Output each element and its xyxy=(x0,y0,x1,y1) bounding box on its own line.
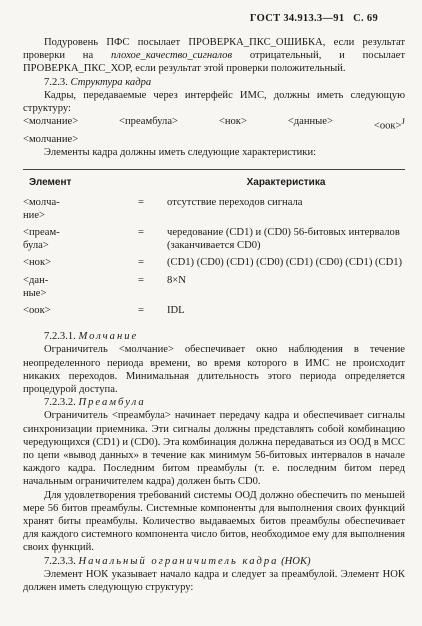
page-number: С. 69 xyxy=(353,13,378,24)
table-cell-element: <преам- була> xyxy=(23,226,60,252)
frame-code: <преамбула> xyxy=(119,116,178,128)
frame-code: <данные> xyxy=(287,116,333,128)
frame-code: <молчание> xyxy=(23,116,79,128)
italic-term: плохое_качество_сигналов xyxy=(110,50,233,62)
section-text-7-2-3: Кадры, передаваемые через интерфейс ИМС, должны иметь следующую структуру: xyxy=(23,89,405,115)
frame-code: <оок>$^J$ xyxy=(373,116,405,132)
table-cell-eq: = xyxy=(138,226,144,238)
table-cell-desc: 8×N xyxy=(167,274,186,286)
table-cell-desc: IDL xyxy=(167,304,185,316)
section-text-7-2-3-3: Элемент НОК указывает начало кадра и следует за преамбулой. Элемент НОК должен иметь следующую структуру: xyxy=(23,568,405,594)
section-heading-7-2-3: 7.2.3. Структура кадра xyxy=(44,76,152,88)
section-heading-7-2-3-3: 7.2.3.3. Начальный ограничитель кадра (НОК) xyxy=(44,555,311,567)
table-cell-desc: чередование (CD1) и (CD0) 56-битовых интервалов (заканчивается CD0) xyxy=(167,226,400,252)
section-text-7-2-3-1: Ограничитель <молчание> обеспечивает окно наблюдения в течение неопределенного периода времени, во время которого в ИМС не происходит никаких переходов. Минимальная длительность этого периода определяется процедурой доступа. xyxy=(23,344,405,395)
frame-code: <нок> xyxy=(218,116,247,128)
table-cell-element: <нок> xyxy=(23,257,52,269)
table-cell-element: <дан- ные> xyxy=(23,274,49,299)
table-cell-desc: отсутствие переходов сигнала xyxy=(167,196,303,208)
table-row xyxy=(23,304,405,317)
page-content xyxy=(23,36,405,594)
table-intro: Элементы кадра должны иметь следующие характеристики: xyxy=(44,147,317,159)
page-header xyxy=(250,12,378,25)
table-cell-eq: = xyxy=(138,304,144,316)
frame-structure-line xyxy=(23,115,405,133)
table-cell-element: <оок> xyxy=(23,304,51,316)
table-cell-eq: = xyxy=(138,257,144,269)
standard-number: ГОСТ 34.913.3—91 xyxy=(249,13,345,24)
table-header xyxy=(23,169,405,189)
table-row xyxy=(23,274,405,300)
section-heading-7-2-3-2: 7.2.3.2. Преамбула xyxy=(44,397,146,409)
table-cell-eq: = xyxy=(138,196,144,208)
column-header-element: Элемент xyxy=(29,177,72,189)
section-text-7-2-3-2: Ограничитель <преамбула> начинает передачу кадра и обеспечивает сигналы синхронизации приемника. Эти сигналы должны представлять собой комбинацию чередующихся (CD1) и (CD0). Эта комбинация должна передаваться из ООД в МСС по цепи «вывод данных» в течение как минимум 56-битовых интервалов в начале каждого кадра. Последним битом преамбулы (т. е. последним битом перед начальным ограничителем кадра) должен быть CD0. xyxy=(23,410,405,488)
table-body xyxy=(23,196,405,318)
frame-structure-line-2: <молчание> xyxy=(23,133,79,145)
code-mark: J xyxy=(401,116,405,127)
table-cell-desc: (CD1) (CD0) (CD1) (CD0) (CD1) (CD0) (CD1) (CD1) xyxy=(167,257,403,269)
intro-paragraph: Подуровень ПФС посылает ПРОВЕРКА_ПКС_ОШИБКА, если результат проверки на плохое_качество_сигналов отрицательный, и посылает ПРОВЕРКА_ПКС_ХОР, если результат этой проверки положительный. xyxy=(23,37,405,75)
section-heading-7-2-3-1: 7.2.3.1. Молчание xyxy=(44,331,139,343)
table-cell-eq: = xyxy=(138,274,144,286)
table-row xyxy=(23,226,405,252)
table-row xyxy=(23,196,405,222)
table-row xyxy=(23,256,405,269)
table-cell-element: <молча- ние> xyxy=(23,196,60,221)
column-header-characteristic: Характеристика xyxy=(246,177,326,189)
section-text-7-2-3-2-b: Для удовлетворения требований системы ООД должно обеспечить по меньшей мере 56 битов преамбулы. Системные компоненты для выполнения своих функций хранят биты преамбулы. Количество выдаваемых битов преамбулы обеспечивает для каждого системного компонента число битов, необходимое ему для выполнения своих функций. xyxy=(23,489,405,554)
